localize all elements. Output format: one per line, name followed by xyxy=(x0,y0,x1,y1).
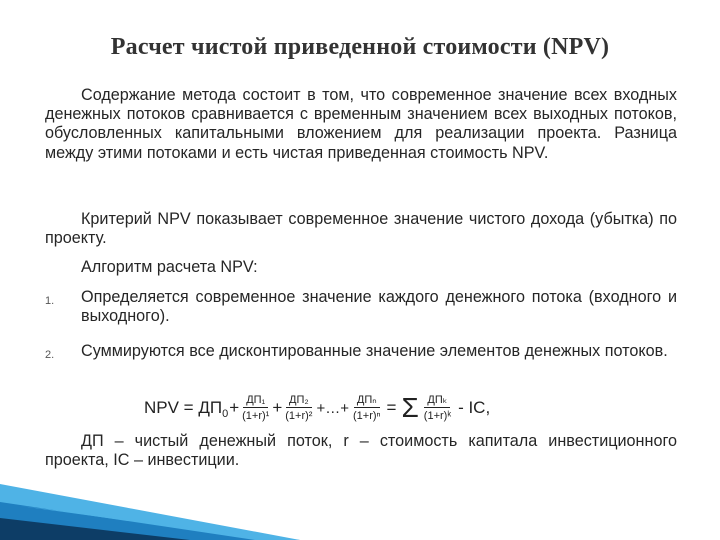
formula-lhs: NPV = ДП xyxy=(144,398,223,417)
list-item-text: Определяется современное значение каждого денежного потока (входного и выходного). xyxy=(81,288,677,326)
paragraph-npv-criterion: Критерий NPV показывает современное значение чистого дохода (убытка) по проекту. xyxy=(45,210,677,248)
fraction-denominator: (1+r)ⁿ xyxy=(353,409,381,422)
slide-title: Расчет чистой приведенной стоимости (NPV) xyxy=(110,34,610,60)
formula-equals: = xyxy=(386,398,397,417)
paragraph-legend: ДП – чистый денежный поток, r – стоимость капитала инвестиционного проекта, IC – инвестиции. xyxy=(45,432,677,470)
list-item-text: Суммируются все дисконтированные значение элементов денежных потоков. xyxy=(81,342,668,360)
list-number: 1. xyxy=(45,295,55,307)
fraction-term-n xyxy=(351,393,383,424)
fraction-denominator: (1+r)² xyxy=(285,409,313,422)
paragraph-method-description: Содержание метода состоит в том, что современное значение всех входных денежных потоков сравнивается с временным значением всех выходных потоков, обусловленных капитальными вложением для реализации проекта. Разница между этими потоками и есть чистая приведенная стоимость NPV. xyxy=(45,86,677,162)
fraction-denominator: (1+r)¹ xyxy=(242,409,270,422)
corner-decoration xyxy=(0,450,300,540)
list-item xyxy=(45,288,677,326)
list-item xyxy=(45,342,677,361)
fraction-term-2 xyxy=(283,393,314,424)
formula-lhs-subscript: 0 xyxy=(222,408,229,420)
formula-plus: + xyxy=(229,398,240,417)
fraction-numerator: ДПₖ xyxy=(424,393,450,408)
fraction-numerator: ДП₂ xyxy=(286,393,312,408)
paragraph-algorithm-heading: Алгоритм расчета NPV: xyxy=(81,258,258,276)
fraction-term-1 xyxy=(240,393,271,424)
fraction-numerator: ДПₙ xyxy=(354,393,380,408)
fraction-term-k xyxy=(422,393,453,424)
list-number: 2. xyxy=(45,349,55,361)
sigma-symbol: Σ xyxy=(401,392,419,423)
fraction-numerator: ДП₁ xyxy=(243,393,268,408)
formula-tail: - IC, xyxy=(458,398,491,417)
fraction-denominator: (1+r)ᵏ xyxy=(423,409,452,422)
npv-formula xyxy=(144,382,490,434)
formula-plus: + xyxy=(272,398,283,417)
formula-ellipsis: +…+ xyxy=(316,399,349,417)
